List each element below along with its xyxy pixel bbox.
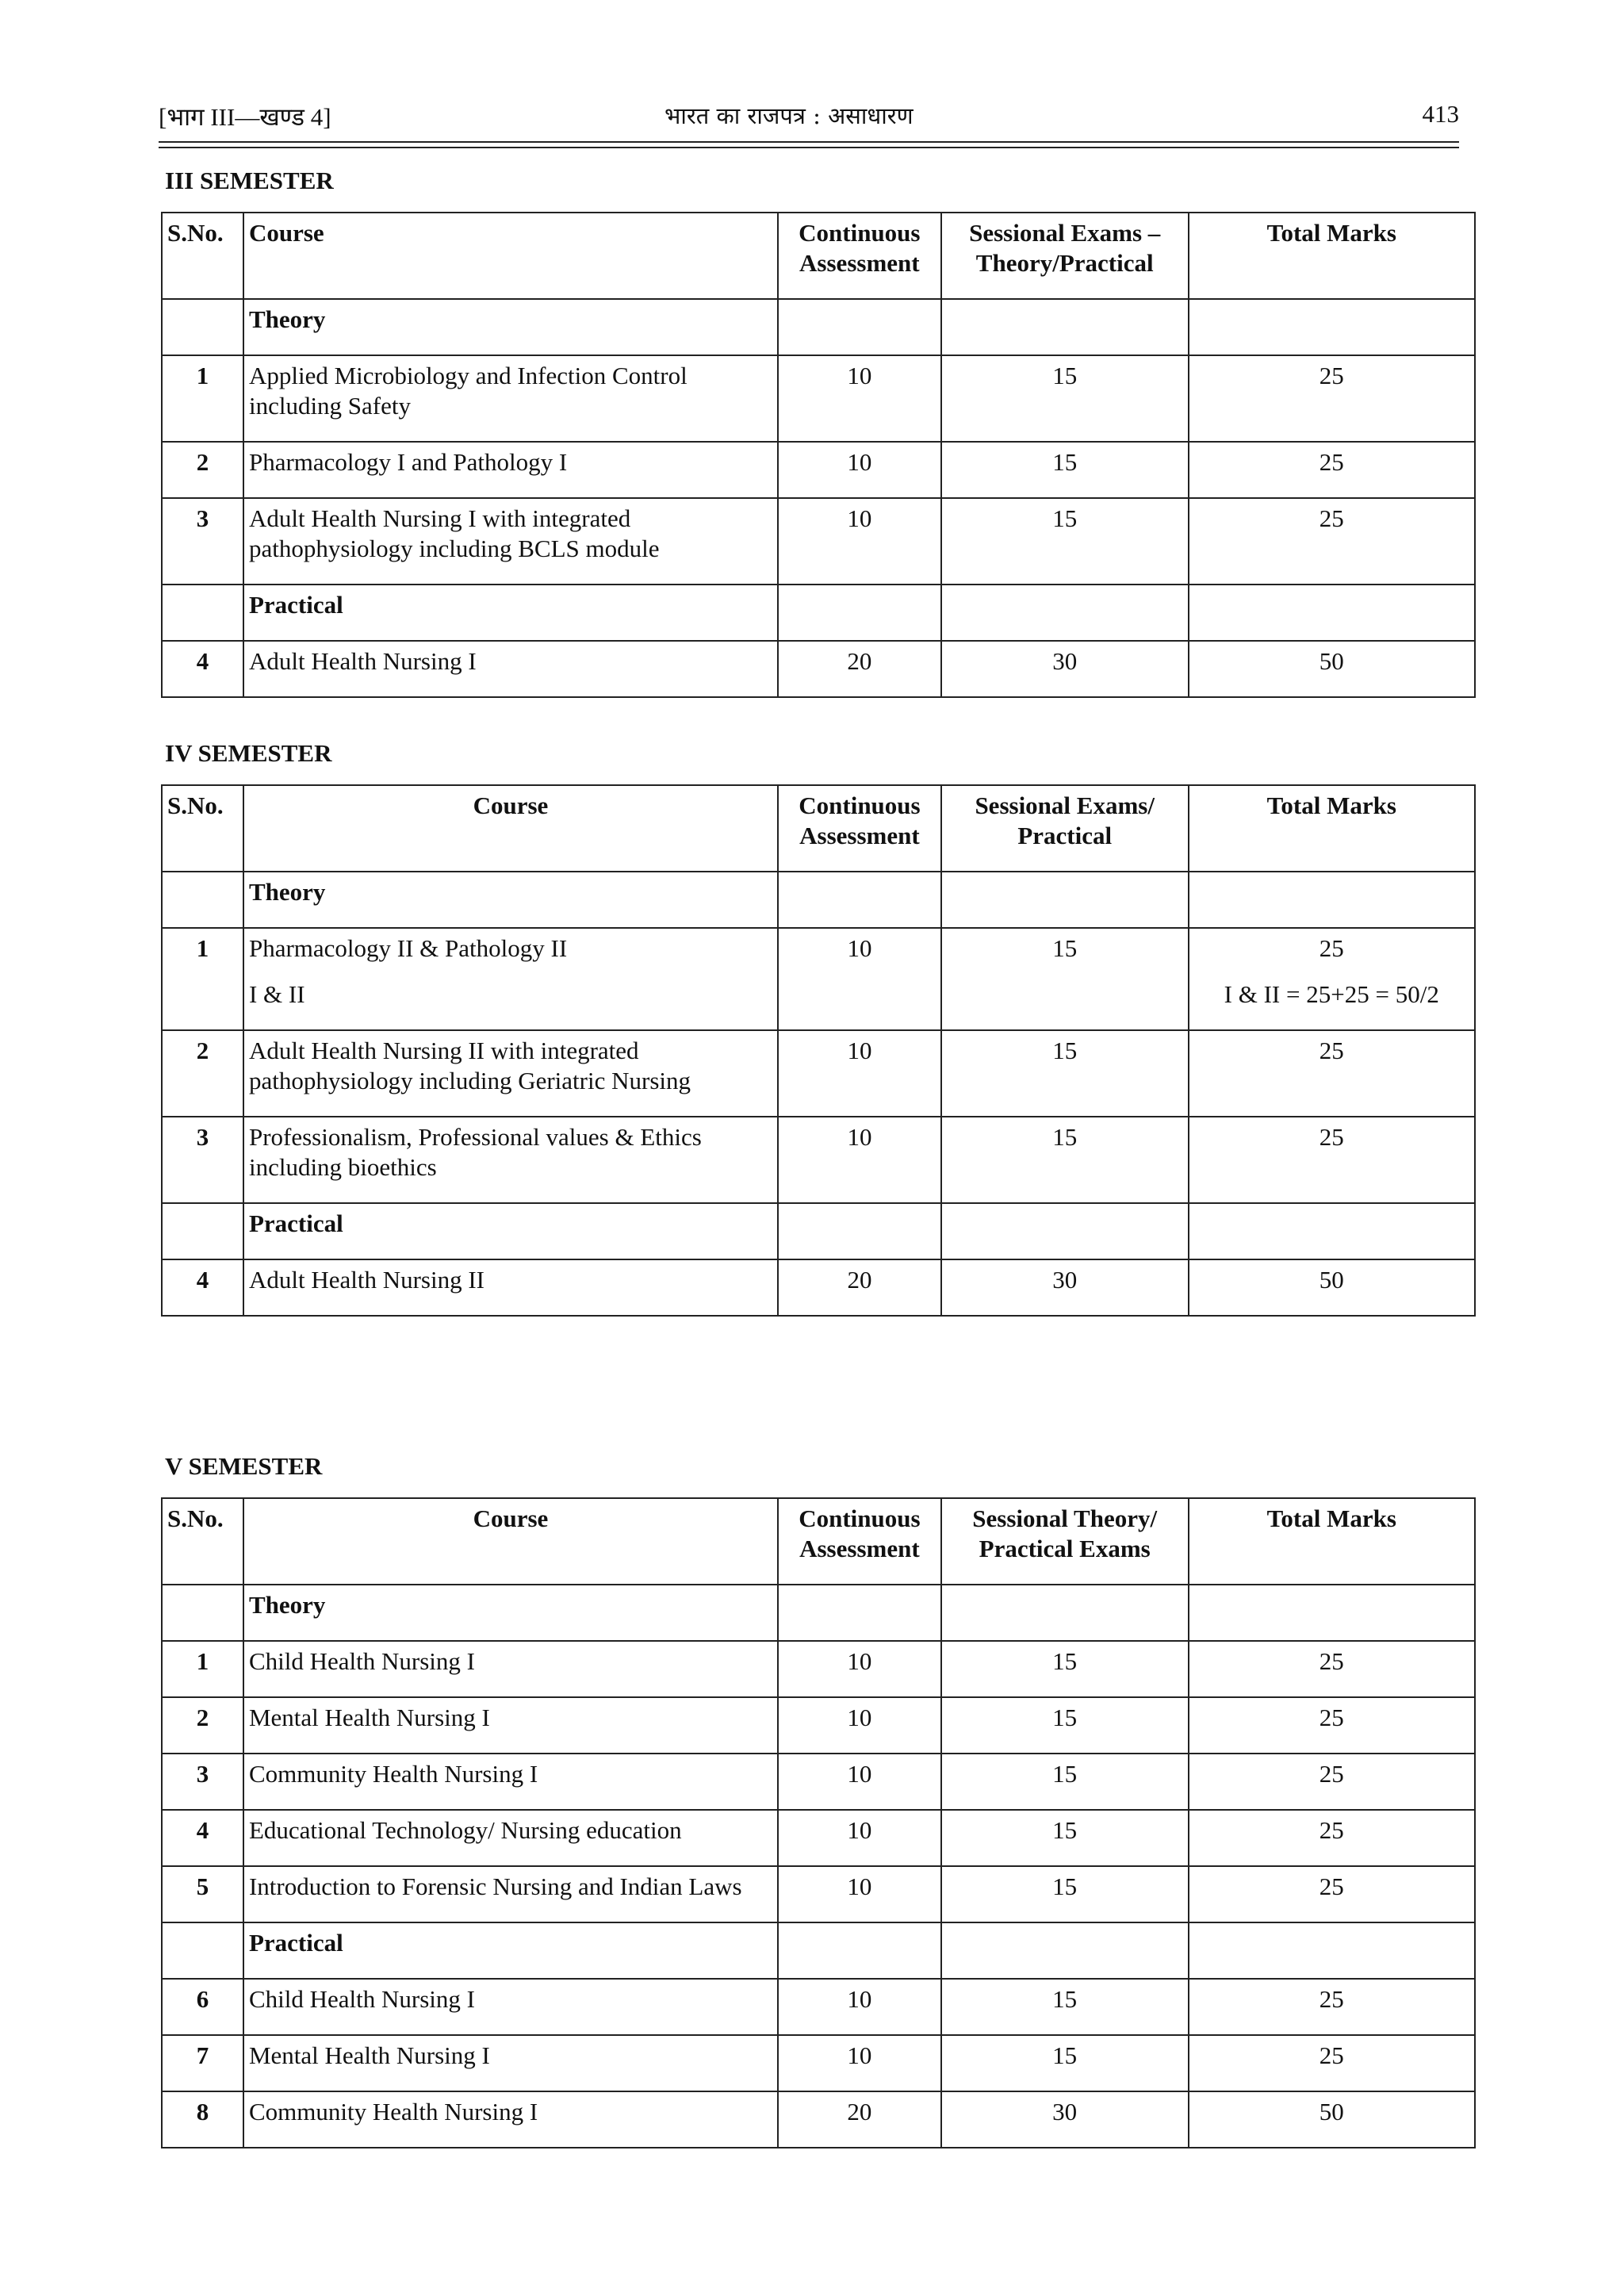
row-course: Adult Health Nursing I with integrated pathophysiology including BCLS module: [243, 498, 778, 585]
row-sno: 1: [196, 934, 209, 962]
row-sno: 2: [196, 1037, 209, 1064]
col-header-sno: S.No.: [162, 785, 243, 872]
row-course: Introduction to Forensic Nursing and Indian Laws: [243, 1866, 778, 1922]
row-total: 50: [1189, 641, 1475, 697]
row-sno: 5: [196, 1872, 209, 1900]
row-course-sub: I & II: [248, 980, 305, 1008]
sem5-table: [161, 1497, 1476, 2148]
section-label: Practical: [243, 1922, 778, 1979]
row-course-main: Pharmacology II & Pathology II: [248, 934, 568, 962]
col-header-course: Course: [243, 213, 778, 299]
table-row: [162, 1259, 1475, 1316]
col-header-course: Course: [243, 1498, 778, 1585]
header-gazette-title: भारत का राजपत्र : असाधारण: [665, 102, 914, 129]
row-sno: 3: [196, 504, 209, 532]
row-total: 50: [1189, 1259, 1475, 1316]
row-se: 15: [941, 1810, 1189, 1866]
row-sno: 7: [196, 2041, 209, 2069]
table-row: [162, 1810, 1475, 1866]
row-total: 25: [1189, 2035, 1476, 2091]
row-sno: 3: [196, 1123, 209, 1151]
row-se: 15: [941, 1697, 1189, 1754]
table-row: [162, 1979, 1475, 2035]
section-row-practical: [162, 585, 1475, 641]
row-se: 15: [941, 1754, 1189, 1810]
row-ca: 10: [778, 1641, 941, 1697]
row-total: 25: [1189, 355, 1475, 442]
row-course: Applied Microbiology and Infection Control including Safety: [243, 355, 778, 442]
row-se: 15: [941, 1866, 1189, 1922]
col-header-continuous-assessment: Continuous Assessment: [778, 785, 941, 872]
row-ca: 10: [778, 1030, 941, 1117]
page-header: [159, 100, 1459, 138]
row-se: 30: [941, 2091, 1189, 2148]
row-course: Child Health Nursing I: [243, 1979, 778, 2035]
header-rule-top: [159, 141, 1459, 143]
sem3-title: III SEMESTER: [165, 167, 334, 194]
row-ca: 10: [778, 1754, 941, 1810]
row-ca: 10: [778, 442, 941, 498]
row-ca: 10: [778, 1117, 941, 1203]
row-total-main: 25: [1319, 934, 1344, 962]
row-course: Community Health Nursing I: [243, 2091, 778, 2148]
col-header-sessional-exams: Sessional Exams/ Practical: [941, 785, 1189, 872]
table-row: [162, 1754, 1475, 1810]
row-total: 25: [1189, 1810, 1476, 1866]
section-label: Theory: [243, 872, 778, 928]
row-se: 15: [941, 1979, 1189, 2035]
row-ca: 10: [778, 1866, 941, 1922]
row-total-sub: I & II = 25+25 = 50/2: [1224, 980, 1439, 1008]
section-label: Practical: [243, 1203, 778, 1259]
table-row: [162, 1030, 1475, 1117]
row-sno: 8: [196, 2098, 209, 2125]
row-sno: 2: [196, 1704, 209, 1731]
sem4-table: [161, 784, 1476, 1317]
row-ca: 10: [778, 928, 941, 1030]
col-header-course: Course: [243, 785, 778, 872]
header-part-section: [भाग III—खण्ड 4]: [159, 103, 331, 131]
page-number: 413: [1422, 100, 1459, 128]
row-total: 25: [1189, 1697, 1476, 1754]
col-header-total-marks: Total Marks: [1189, 1498, 1476, 1585]
sem4-title: IV SEMESTER: [165, 739, 332, 767]
row-total: 25: [1189, 442, 1475, 498]
row-ca: 10: [778, 2035, 941, 2091]
row-course: Adult Health Nursing II: [243, 1259, 778, 1316]
row-se: 15: [941, 355, 1189, 442]
row-course: Mental Health Nursing I: [243, 1697, 778, 1754]
row-se: 30: [941, 641, 1189, 697]
row-course: Mental Health Nursing I: [243, 2035, 778, 2091]
col-header-continuous-assessment: Continuous Assessment: [778, 1498, 941, 1585]
row-course: Adult Health Nursing I: [243, 641, 778, 697]
row-total: 25: [1189, 1979, 1476, 2035]
table-row: [162, 442, 1475, 498]
section-label: Practical: [243, 585, 778, 641]
section-row-theory: [162, 299, 1475, 355]
row-se: 15: [941, 498, 1189, 585]
section-row-practical: [162, 1922, 1475, 1979]
row-ca: 10: [778, 498, 941, 585]
table-row: [162, 355, 1475, 442]
col-header-sno: S.No.: [162, 1498, 243, 1585]
table-row: [162, 641, 1475, 697]
row-total: 25: [1189, 1754, 1476, 1810]
row-total: 25: [1189, 1641, 1476, 1697]
row-total: 25: [1189, 1866, 1476, 1922]
row-sno: 2: [196, 448, 209, 476]
col-header-continuous-assessment: Continuous Assessment: [778, 213, 941, 299]
section-row-theory: [162, 872, 1475, 928]
row-sno: 4: [196, 1266, 209, 1294]
row-ca: 10: [778, 1979, 941, 2035]
table-row: [162, 928, 1475, 1030]
row-course: Educational Technology/ Nursing education: [243, 1810, 778, 1866]
col-header-total-marks: Total Marks: [1189, 213, 1475, 299]
col-header-sessional-exams: Sessional Exams – Theory/Practical: [941, 213, 1189, 299]
header-rule-bottom: [159, 147, 1459, 148]
row-course: Child Health Nursing I: [243, 1641, 778, 1697]
row-ca: 20: [778, 641, 941, 697]
row-sno: 4: [196, 647, 209, 675]
row-ca: 20: [778, 1259, 941, 1316]
row-ca: 10: [778, 1697, 941, 1754]
row-course: Professionalism, Professional values & Ethics including bioethics: [243, 1117, 778, 1203]
table-row: [162, 1697, 1475, 1754]
section-label: Theory: [243, 299, 778, 355]
row-total: 25: [1189, 1117, 1475, 1203]
col-header-total-marks: Total Marks: [1189, 785, 1475, 872]
row-se: 15: [941, 1030, 1189, 1117]
col-header-sessional-exams: Sessional Theory/ Practical Exams: [941, 1498, 1189, 1585]
row-total: [1189, 928, 1475, 1030]
row-se: 15: [941, 442, 1189, 498]
row-total: 25: [1189, 498, 1475, 585]
row-ca: 20: [778, 2091, 941, 2148]
section-row-theory: [162, 1585, 1475, 1641]
row-se: 15: [941, 928, 1189, 1030]
row-se: 15: [941, 2035, 1189, 2091]
row-se: 15: [941, 1641, 1189, 1697]
table-row: [162, 498, 1475, 585]
row-course: Community Health Nursing I: [243, 1754, 778, 1810]
table-row: [162, 2091, 1475, 2148]
row-sno: 3: [196, 1760, 209, 1788]
row-course: Pharmacology I and Pathology I: [243, 442, 778, 498]
table-header-row: [162, 785, 1475, 872]
row-sno: 1: [196, 1647, 209, 1675]
section-row-practical: [162, 1203, 1475, 1259]
row-total: 50: [1189, 2091, 1476, 2148]
table-row: [162, 1117, 1475, 1203]
row-ca: 10: [778, 355, 941, 442]
section-label: Theory: [243, 1585, 778, 1641]
row-course: Adult Health Nursing II with integrated pathophysiology including Geriatric Nursing: [243, 1030, 778, 1117]
table-header-row: [162, 213, 1475, 299]
table-row: [162, 2035, 1475, 2091]
row-ca: 10: [778, 1810, 941, 1866]
row-se: 15: [941, 1117, 1189, 1203]
row-total: 25: [1189, 1030, 1475, 1117]
row-sno: 6: [196, 1985, 209, 2013]
row-se: 30: [941, 1259, 1189, 1316]
row-sno: 4: [196, 1816, 209, 1844]
sem5-title: V SEMESTER: [165, 1452, 323, 1480]
sem3-table: [161, 212, 1476, 698]
row-sno: 1: [196, 362, 209, 389]
table-row: [162, 1641, 1475, 1697]
table-header-row: [162, 1498, 1475, 1585]
col-header-sno: S.No.: [162, 213, 243, 299]
table-row: [162, 1866, 1475, 1922]
row-course: [243, 928, 778, 1030]
